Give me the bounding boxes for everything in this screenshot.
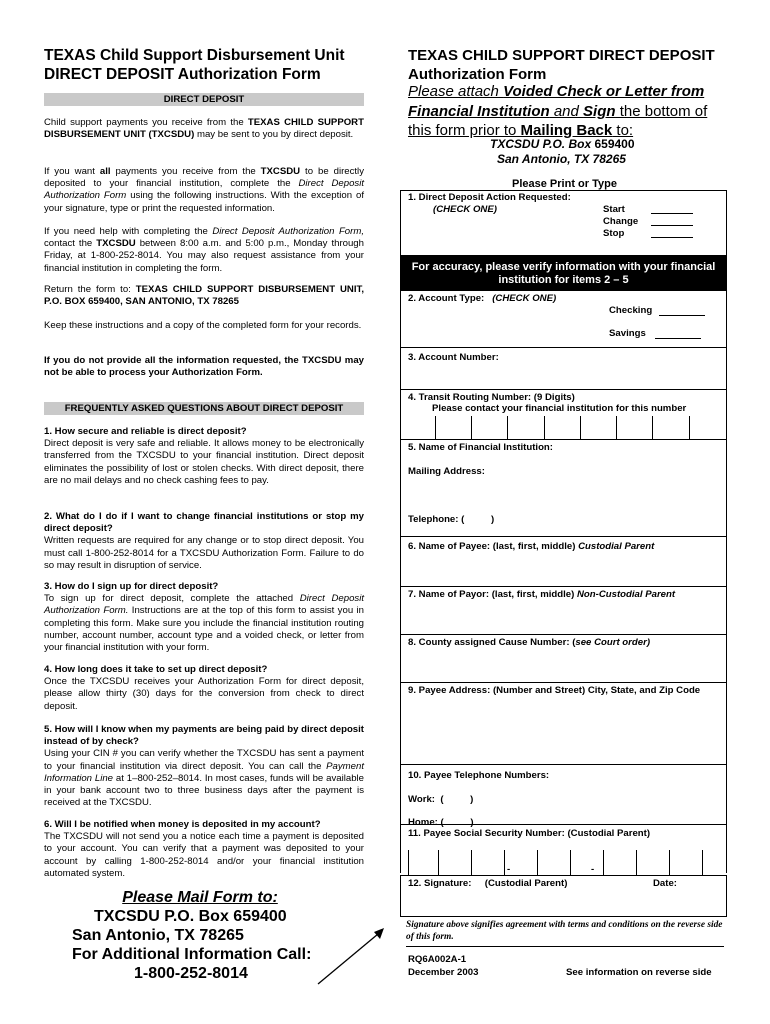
address-line1 xyxy=(490,137,635,152)
field-12-label: 12. Signature: (Custodial Parent) xyxy=(408,878,568,889)
faq-2-answer: Written requests are required for any change or to stop direct deposit. You must call 1-800-252-8014 for a TXCSDU Authorization Form. Failure to do so may result in disruption of service. xyxy=(44,535,364,571)
savings-line[interactable] xyxy=(655,329,701,339)
routing-digit-box[interactable] xyxy=(508,416,545,440)
p1-b: TEXAS CHILD SUPPORT DISBURSEMENT UNIT (TXCSDU) xyxy=(44,117,364,141)
reverse-side-note: See information on reverse side xyxy=(566,967,712,978)
faq-4-question: 4. How long does it take to set up direct deposit? xyxy=(44,664,268,675)
field-12-signature[interactable] xyxy=(400,875,727,917)
routing-digit-box[interactable] xyxy=(400,416,436,440)
faq-1 xyxy=(44,426,364,487)
mail-title: Please Mail Form to: xyxy=(122,889,278,906)
p3-b: Direct Deposit Authorization Form, xyxy=(212,226,364,237)
mail-box xyxy=(70,888,330,907)
faq-5-question: 5. How will I know when my payments are being paid by direct deposit instead of by check? xyxy=(44,724,364,748)
savings-label: Savings xyxy=(609,328,646,339)
faq-3-answer xyxy=(44,593,364,654)
p3-c: contact the xyxy=(44,238,97,250)
field-6-payee-name[interactable] xyxy=(400,537,727,587)
faq-6-question: 6. Will I be notified when money is deposited in my account? xyxy=(44,819,321,830)
ssn-digit-box[interactable] xyxy=(439,850,472,875)
form-date: December 2003 xyxy=(408,967,479,978)
keep-paragraph: Keep these instructions and a copy of the completed form for your records. xyxy=(44,320,362,331)
ssn-digit-box[interactable] xyxy=(472,850,505,875)
field-3-account-number[interactable] xyxy=(400,348,727,390)
field-8-cause-number[interactable] xyxy=(400,635,727,683)
p2-b: all xyxy=(99,166,111,177)
stop-line[interactable] xyxy=(651,228,693,238)
p2-a: If you want xyxy=(44,166,100,177)
ssn-digit-grid[interactable] xyxy=(408,850,703,875)
p2-f: Direct Deposit Authorization Form xyxy=(44,178,365,202)
checking-line[interactable] xyxy=(659,306,705,316)
attach-d: Sign xyxy=(583,102,616,120)
home-phone-label: Home: ( ) xyxy=(408,817,474,828)
start-line[interactable] xyxy=(651,204,693,214)
p3-e: between 8:00 a.m. and 5:00 p.m., Monday through Friday, at 1-800-252-8014. You may also request assistance from your financial institution in completing the form. xyxy=(44,238,364,274)
addr1-a: TXCSDU P.O. Box xyxy=(490,137,595,151)
faq-1-question: 1. How secure and reliable is direct deposit? xyxy=(44,426,247,437)
field-5-financial-institution xyxy=(400,440,727,537)
field-1-action xyxy=(400,190,727,256)
right-title-line1: TEXAS CHILD SUPPORT DIRECT DEPOSIT xyxy=(408,47,715,64)
a5-c: at 1–800-252–8014. In most cases, funds will be available in your bank account two to three business days after the payment is received at the TXCSDU. xyxy=(44,772,364,809)
field-2-label xyxy=(408,293,556,305)
routing-digit-box[interactable] xyxy=(581,416,617,440)
p2-e: to be directly deposited to your financial institution, complete the xyxy=(44,166,364,190)
p4-a: Return the form to: xyxy=(44,284,136,295)
faq-4-answer: Once the TXCSDU receives your Authorization Form for direct deposit, please allow thirty (30) days for the conversion from check to direct deposit. xyxy=(44,676,364,712)
field-9-payee-address[interactable] xyxy=(400,683,727,765)
routing-digit-box[interactable] xyxy=(653,416,690,440)
field-1-label: 1. Direct Deposit Action Requested: xyxy=(408,192,571,203)
field-1-check-one: (CHECK ONE) xyxy=(433,204,497,215)
faq-1-answer: Direct deposit is very safe and reliable. It allows money to be electronically transferred from the TXCSDU to your financial institution. Direct deposit eliminates the possibility of lost or stolen checks. With direct deposit, there are no mail delays and no check cashing fees to pay. xyxy=(44,438,364,486)
faq-5-answer xyxy=(44,748,364,809)
faq-2-question: 2. What do I do if I want to change financial institutions or stop my direct deposit? xyxy=(44,511,364,535)
signature-agreement-note: Signature above signifies agreement with terms and conditions on the reverse side of this form. xyxy=(406,920,724,947)
routing-digit-box[interactable] xyxy=(545,416,581,440)
field-6-label xyxy=(408,541,654,553)
addr1-b: 659400 xyxy=(594,137,635,151)
routing-digit-grid[interactable] xyxy=(400,416,727,440)
direct-deposit-bar: DIRECT DEPOSIT xyxy=(44,93,364,106)
field-7-payor-name[interactable] xyxy=(400,587,727,635)
a5-b: Payment Information Line xyxy=(44,760,364,784)
field-2-account-type xyxy=(400,291,727,348)
ssn-digit-box[interactable] xyxy=(637,850,670,875)
attach-c: and xyxy=(549,102,584,120)
mail-po-box: TXCSDU P.O. Box 659400 xyxy=(94,908,287,925)
work-phone-label: Work: ( ) xyxy=(408,794,474,805)
ssn-digit-box[interactable] xyxy=(670,850,703,875)
field-3-label: 3. Account Number: xyxy=(408,352,499,363)
form-id: RQ6A002A-1 xyxy=(408,954,467,965)
checking-label: Checking xyxy=(609,305,653,316)
f8-label-text: 8. County assigned Cause Number: ( xyxy=(408,637,576,648)
faq-4 xyxy=(44,664,364,713)
f7-italic: Non-Custodial Parent xyxy=(577,589,676,600)
attach-b: Voided Check or Letter from Financial Institution xyxy=(408,83,705,120)
field-9-label: 9. Payee Address: (Number and Street) City, State, and Zip Code xyxy=(408,685,701,696)
f6-label-text: 6. Name of Payee: (last, first, middle) xyxy=(408,541,579,552)
field-4-label: 4. Transit Routing Number: (9 Digits) xyxy=(408,392,575,403)
field-7-label xyxy=(408,589,675,601)
f7-label-text: 7. Name of Payor: (last, first, middle) xyxy=(408,589,577,600)
telephone-label: Telephone: ( ) xyxy=(408,514,495,525)
routing-digit-box[interactable] xyxy=(472,416,508,440)
faq-5 xyxy=(44,724,364,809)
faq-6-answer: The TXCSDU will not send you a notice each time a payment is deposited to your account. You can verify that a payment was deposited to your account by calling 1-800-252-8014 and/or your financial institution automated system. xyxy=(44,831,364,879)
ssn-digit-box[interactable] xyxy=(408,850,439,875)
routing-digit-box[interactable] xyxy=(690,416,727,440)
attach-instructions xyxy=(408,82,728,141)
field-4-note: Please contact your financial institution for this number xyxy=(432,403,687,414)
help-paragraph xyxy=(44,226,364,275)
stop-label: Stop xyxy=(603,228,625,239)
ssn-digit-box[interactable] xyxy=(571,850,604,875)
accuracy-banner: For accuracy, please verify information with your financial institution for items 2 – 5 xyxy=(400,256,727,291)
faq-6 xyxy=(44,819,364,880)
a3-a: To sign up for direct deposit, complete the attached xyxy=(44,593,300,605)
p1-a: Child support payments you receive from the xyxy=(44,117,248,128)
p2-c: payments you receive from the xyxy=(110,166,261,177)
left-title-line1: TEXAS Child Support Disbursement Unit xyxy=(44,47,345,64)
left-title-line2: DIRECT DEPOSIT Authorization Form xyxy=(44,66,321,83)
mailing-address-label: Mailing Address: xyxy=(408,466,485,477)
arrow-up-right-icon xyxy=(316,922,390,986)
p3-d: TXCSDU xyxy=(96,238,136,250)
ssn-digit-box[interactable] xyxy=(538,850,571,875)
field-11-label: 11. Payee Social Security Number: (Custodial Parent) xyxy=(408,828,651,839)
mail-city: San Antonio, TX 78265 xyxy=(72,927,244,944)
field-8-label xyxy=(408,637,650,649)
faq-2 xyxy=(44,511,364,572)
left-title xyxy=(44,46,364,84)
f8-italic: see Court order) xyxy=(575,637,651,648)
attach-g: to: xyxy=(612,122,634,139)
attach-a: Please attach xyxy=(408,83,504,100)
attach-e: the bottom of this form prior to xyxy=(408,102,708,139)
change-label: Change xyxy=(603,216,639,227)
a5-a: Using your CIN # you can verify whether the TXCSDU has sent a payment to your financial institution via direct deposit. You can call the xyxy=(44,748,364,772)
ssn-dash-2: - xyxy=(591,864,595,875)
warning-paragraph: If you do not provide all the information requested, the TXCSDU may not be able to process your Authorization Form. xyxy=(44,355,364,379)
a3-b: Direct Deposit Authorization Form. xyxy=(44,593,364,617)
ssn-digit-box[interactable] xyxy=(604,850,637,875)
ssn-dash-1: - xyxy=(507,864,511,875)
date-label: Date: xyxy=(653,878,677,889)
mail-additional-info: For Additional Information Call: xyxy=(72,946,312,963)
p2-d: TXCSDU xyxy=(260,166,301,177)
right-title xyxy=(408,46,728,84)
p3-a: If you need help with completing the xyxy=(44,226,213,237)
faq-3-question: 3. How do I sign up for direct deposit? xyxy=(44,581,219,592)
routing-digit-box[interactable] xyxy=(436,416,472,440)
attach-f: Mailing Back xyxy=(520,122,613,139)
faq-3 xyxy=(44,581,364,654)
faq-bar: FREQUENTLY ASKED QUESTIONS ABOUT DIRECT DEPOSIT xyxy=(44,402,364,415)
f2-check-one: (CHECK ONE) xyxy=(492,293,557,304)
f6-italic: Custodial Parent xyxy=(578,541,655,552)
p2-g: using the following instructions. With the exception of your signature, type or print the requested information. xyxy=(44,190,364,214)
field-5-label: 5. Name of Financial Institution: xyxy=(408,442,553,453)
field-10-phone-numbers xyxy=(400,765,727,828)
f2-label-text: 2. Account Type: xyxy=(408,293,485,304)
change-line[interactable] xyxy=(651,216,693,226)
address-line2: San Antonio, TX 78265 xyxy=(497,152,626,166)
print-or-type: Please Print or Type xyxy=(512,178,617,190)
intro-paragraph xyxy=(44,117,364,141)
p1-c: may be sent to you by direct deposit. xyxy=(194,129,354,141)
a3-c: Instructions are at the top of this form to assist you in completing this form. Make sure you include the financial institution routing number, account number, account type and a voided check, or letter from your financial institution with your form. xyxy=(44,605,364,654)
routing-digit-box[interactable] xyxy=(617,416,653,440)
return-paragraph xyxy=(44,284,364,308)
start-label: Start xyxy=(603,204,625,215)
all-payments-paragraph xyxy=(44,166,364,215)
right-title-line2: Authorization Form xyxy=(408,66,547,83)
field-10-label: 10. Payee Telephone Numbers: xyxy=(408,770,550,781)
mail-phone: 1-800-252-8014 xyxy=(134,965,248,982)
p4-b: TEXAS CHILD SUPPORT DISBURSEMENT UNIT, P.O. BOX 659400, SAN ANTONIO, TX 78265 xyxy=(44,284,364,308)
